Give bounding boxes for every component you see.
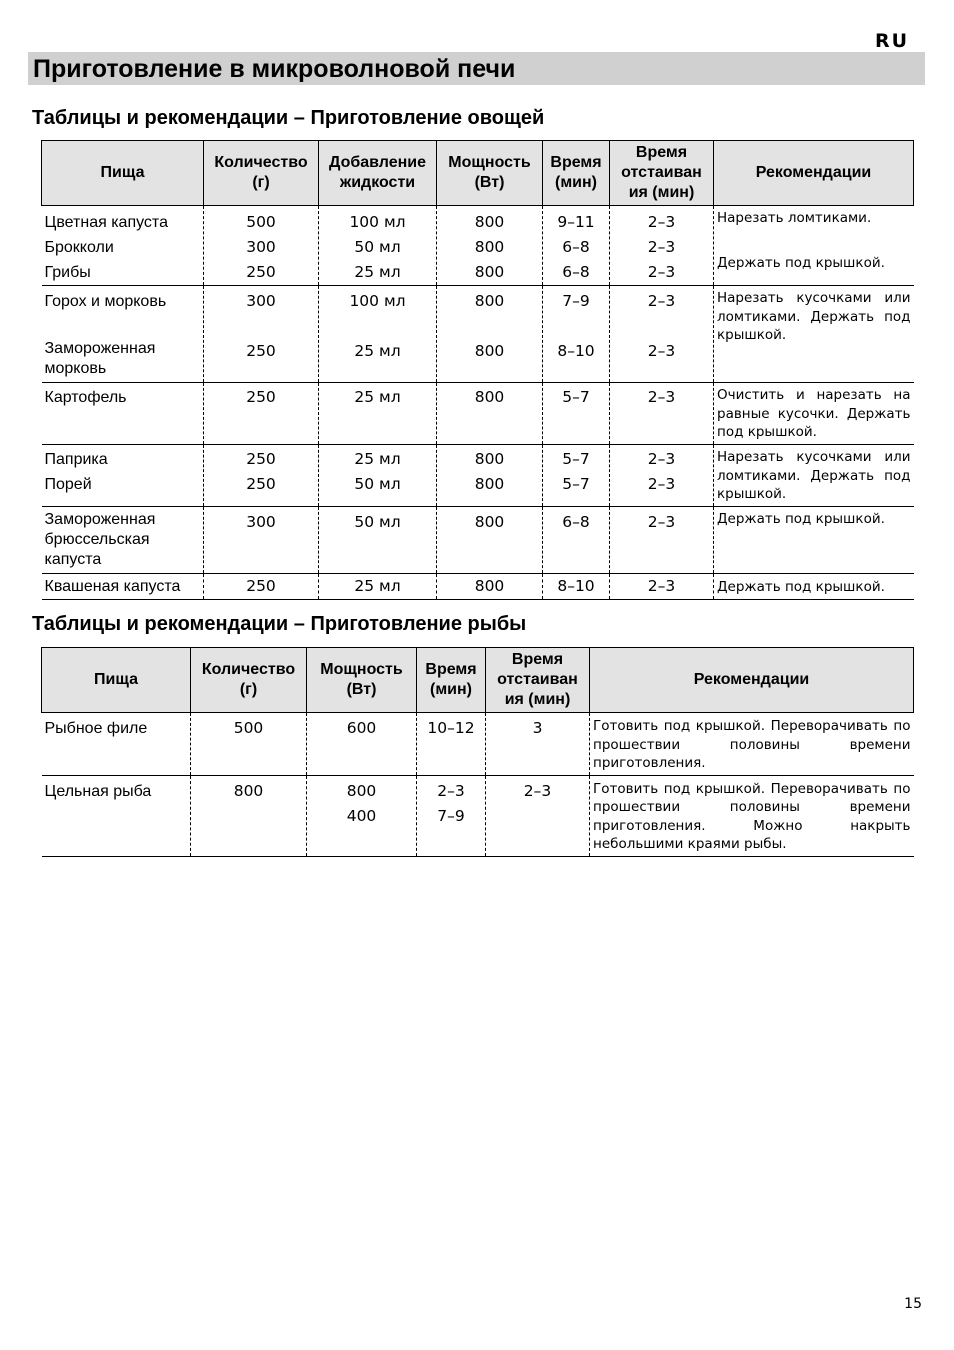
power-value: 800: [346, 781, 377, 800]
page-title: Приготовление в микроволновой печи: [33, 55, 516, 83]
recommendation: Нарезать кусочками или ломтиками. Держать под крышкой.: [714, 445, 914, 507]
qty-value: 250: [246, 342, 276, 360]
qty-value: 500: [246, 213, 276, 231]
power-value: 800: [474, 475, 505, 493]
col-recommendations: Рекомендации: [714, 141, 914, 206]
liquid-value: 25 мл: [354, 263, 401, 281]
recommendation: Держать под крышкой.: [717, 255, 885, 271]
table-row: [42, 286, 914, 383]
standing-value: 2–3: [647, 342, 676, 360]
col-qty: Количество (г): [191, 648, 307, 713]
food-name: Паприка: [44, 451, 108, 468]
veg-section-heading: Таблицы и рекомендации – Приготовление овощей: [32, 107, 545, 129]
food-name: Квашеная капуста: [44, 577, 181, 595]
standing-value: 2–3: [647, 238, 676, 256]
power-value: 800: [474, 292, 505, 310]
time-value: 9–11: [557, 213, 595, 231]
recommendation: Нарезать кусочками или ломтиками. Держать под крышкой.: [714, 286, 914, 383]
liquid-value: 50 мл: [354, 475, 401, 493]
liquid-value: 100 мл: [349, 292, 406, 310]
veg-header-row: [42, 141, 914, 206]
standing-value: 2–3: [647, 512, 676, 531]
table-row: [42, 506, 914, 573]
food-name: Брокколи: [44, 239, 114, 256]
language-code: RU: [874, 30, 909, 52]
time-value: 6–8: [562, 263, 590, 281]
liquid-value: 25 мл: [354, 342, 401, 360]
col-power: Мощность (Вт): [307, 648, 417, 713]
qty-value: 300: [246, 292, 276, 310]
power-value: 800: [474, 388, 505, 406]
power-value: 800: [474, 263, 505, 281]
recommendation: Готовить под крышкой. Переворачивать по прошествии половины времени приготовления. Можно накрыть небольшими краями рыбы.: [590, 775, 914, 856]
liquid-value: 25 мл: [354, 576, 401, 595]
standing-value: 3: [532, 719, 543, 737]
standing-value: 2–3: [647, 576, 676, 595]
liquid-value: 25 мл: [354, 450, 401, 468]
standing-value: 2–3: [647, 213, 676, 231]
recommendation: Держать под крышкой.: [714, 506, 914, 573]
power-value: 800: [474, 450, 505, 468]
qty-value: 250: [246, 450, 276, 468]
fish-section-heading: Таблицы и рекомендации – Приготовление рыбы: [32, 613, 527, 635]
food-name: Горох и морковь: [44, 293, 167, 310]
time-value: 5–7: [562, 475, 590, 493]
table-row: [42, 775, 914, 856]
power-value: 800: [474, 576, 505, 595]
time-value: 8–10: [557, 342, 595, 360]
time-value: 6–8: [562, 512, 590, 531]
standing-value: 2–3: [647, 388, 676, 406]
recommendation: Готовить под крышкой. Переворачивать по прошествии половины времени приготовления.: [590, 713, 914, 776]
qty-value: 250: [246, 475, 276, 493]
col-time: Время (мин): [543, 141, 610, 206]
qty-value: 250: [246, 263, 276, 281]
table-row: [42, 573, 914, 599]
power-value: 800: [474, 213, 505, 231]
recommendation: Нарезать ломтиками.: [717, 210, 872, 226]
col-food: Пища: [42, 141, 204, 206]
qty-value: 500: [233, 719, 264, 737]
fish-table: [41, 647, 914, 857]
time-value: 5–7: [562, 450, 590, 468]
qty-value: 800: [233, 781, 264, 800]
food-name: Картофель: [44, 389, 127, 406]
col-liquid: Добавление жидкости: [319, 141, 437, 206]
table-row: [42, 383, 914, 445]
liquid-value: 50 мл: [354, 512, 401, 531]
liquid-value: 25 мл: [354, 388, 401, 406]
standing-value: 2–3: [523, 781, 552, 800]
time-value: 7–9: [562, 292, 590, 310]
qty-value: 300: [246, 512, 276, 531]
col-time: Время (мин): [417, 648, 486, 713]
page-title-bar: [28, 52, 925, 85]
food-name: Рыбное филе: [44, 720, 148, 737]
table-row: [42, 445, 914, 507]
power-value: 600: [346, 719, 377, 737]
col-qty: Количество (г): [204, 141, 319, 206]
liquid-value: 50 мл: [354, 238, 401, 256]
standing-value: 2–3: [647, 292, 676, 310]
col-recommendations: Рекомендации: [590, 648, 914, 713]
food-name: Грибы: [44, 264, 91, 281]
recommendation: Очистить и нарезать на равные кусочки. Держать под крышкой.: [714, 383, 914, 445]
col-food: Пища: [42, 648, 191, 713]
fish-header-row: [42, 648, 914, 713]
food-name: Замороженная брюссельская капуста: [44, 510, 156, 568]
food-name: Цветная капуста: [44, 214, 168, 231]
liquid-value: 100 мл: [349, 213, 406, 231]
time-value: 10–12: [427, 719, 475, 737]
food-name: Цельная рыба: [44, 782, 152, 800]
col-standing: Время отстаиван ия (мин): [486, 648, 590, 713]
food-name: Замороженная морковь: [44, 340, 156, 377]
time-value: 2–3: [437, 781, 465, 800]
col-power: Мощность (Вт): [437, 141, 543, 206]
time-value: 7–9: [437, 806, 465, 825]
page-number: 15: [904, 1296, 922, 1312]
table-row: [42, 206, 914, 286]
food-name: Порей: [44, 476, 92, 493]
power-value: 800: [474, 238, 505, 256]
time-value: 8–10: [557, 576, 595, 595]
power-value: 800: [474, 342, 505, 360]
col-standing: Время отстаиван ия (мин): [610, 141, 714, 206]
standing-value: 2–3: [647, 263, 676, 281]
time-value: 5–7: [562, 388, 590, 406]
standing-value: 2–3: [647, 475, 676, 493]
qty-value: 250: [246, 576, 276, 595]
standing-value: 2–3: [647, 450, 676, 468]
power-value: 800: [474, 512, 505, 531]
table-row: [42, 713, 914, 776]
veg-table: [41, 140, 914, 600]
recommendation: Держать под крышкой.: [714, 573, 914, 599]
time-value: 6–8: [562, 238, 590, 256]
power-value: 400: [346, 806, 377, 825]
qty-value: 250: [246, 388, 276, 406]
qty-value: 300: [246, 238, 276, 256]
